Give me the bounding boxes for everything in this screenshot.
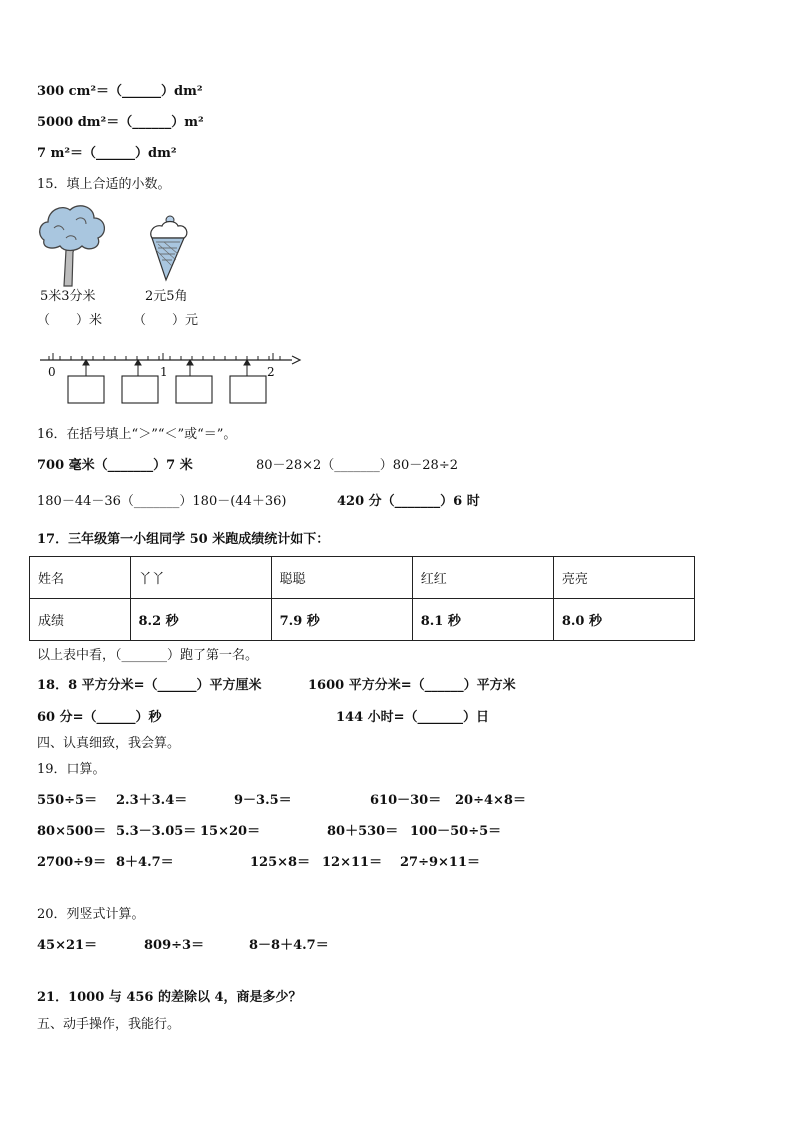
q20-title: 20．列竖式计算。 <box>37 907 145 922</box>
score-cell: 8.2 秒 <box>130 599 271 641</box>
ice-cream-blank: （ ）元 <box>133 313 199 328</box>
header-cell: 聪聪 <box>271 557 412 599</box>
tree-blank: （ ）米 <box>37 313 103 328</box>
tree-icon <box>36 200 108 288</box>
q20-item: 45×21＝ <box>37 938 98 953</box>
q19-item: 9－3.5＝ <box>234 793 292 808</box>
q16-title: 16．在括号填上“＞”“＜”或“＝”。 <box>37 427 237 442</box>
q14-line-2: 5000 dm²＝（______）m² <box>37 115 204 130</box>
q19-title: 19．口算。 <box>37 762 106 777</box>
score-cell: 成绩 <box>30 599 131 641</box>
q19-item: 80＋530＝ <box>327 824 399 839</box>
ruler-label-2: 2 <box>267 365 275 379</box>
q20-item: 8－8＋4.7＝ <box>249 938 329 953</box>
q17-followup: 以上表中看，（_______）跑了第一名。 <box>37 648 259 663</box>
q18-line2-left: 60 分=（______）秒 <box>37 710 162 725</box>
q19-item: 2.3＋3.4＝ <box>116 793 188 808</box>
q16-row2-left: 180－44－36（_______）180－(44＋36) <box>37 494 287 509</box>
q14-line-1: 300 cm²＝（______）dm² <box>37 84 203 99</box>
header-cell: 亮亮 <box>553 557 694 599</box>
table-row <box>30 557 695 599</box>
q19-item: 550÷5＝ <box>37 793 98 808</box>
score-cell: 8.1 秒 <box>412 599 553 641</box>
ruler-ticks <box>49 353 280 360</box>
q19-item: 15×20＝ <box>200 824 261 839</box>
ice-cream-icon <box>146 214 190 284</box>
ruler-label-0: 0 <box>48 365 56 379</box>
score-table <box>29 556 695 641</box>
q19-item: 610－30＝ <box>370 793 442 808</box>
table-row <box>30 599 695 641</box>
q19-item: 125×8＝ <box>250 855 311 870</box>
header-cell: 红红 <box>412 557 553 599</box>
q18-line2-right: 144 小时=（_______）日 <box>336 710 490 725</box>
q17-title: 17．三年级第一小组同学 50 米跑成绩统计如下： <box>37 532 330 547</box>
tree-label: 5米3分米 <box>40 289 96 304</box>
section-5-heading: 五、动手操作，我能行。 <box>37 1017 181 1032</box>
score-cell: 8.0 秒 <box>553 599 694 641</box>
q19-item: 20÷4×8＝ <box>455 793 526 808</box>
number-line <box>36 348 302 408</box>
q16-row1-right: 80－28×2（_______）80－28÷2 <box>256 458 458 473</box>
section-4-heading: 四、认真细致，我会算。 <box>37 736 181 751</box>
q16-row2-right: 420 分（_______）6 时 <box>337 494 480 509</box>
q20-item: 809÷3＝ <box>144 938 205 953</box>
q18-line1-left: 18．8 平方分米=（______）平方厘米 <box>37 678 262 693</box>
header-cell: 丫丫 <box>130 557 271 599</box>
answer-boxes <box>68 376 266 403</box>
q14-line-3: 7 m²＝（______）dm² <box>37 146 177 161</box>
header-cell: 姓名 <box>30 557 131 599</box>
ruler-label-1: 1 <box>160 365 168 379</box>
q19-item: 5.3－3.05＝ <box>116 824 197 839</box>
q19-item: 12×11＝ <box>322 855 383 870</box>
q19-item: 80×500＝ <box>37 824 107 839</box>
q19-item: 27÷9×11＝ <box>400 855 481 870</box>
q19-item: 8＋4.7＝ <box>116 855 174 870</box>
q16-row1-left: 700 毫米（_______）7 米 <box>37 458 193 473</box>
q19-item: 100－50÷5＝ <box>410 824 502 839</box>
q19-item: 2700÷9＝ <box>37 855 107 870</box>
q18-line1-right: 1600 平方分米=（______）平方米 <box>308 678 516 693</box>
ice-cream-label: 2元5角 <box>145 289 188 304</box>
q15-title: 15．填上合适的小数。 <box>37 177 171 192</box>
score-cell: 7.9 秒 <box>271 599 412 641</box>
q21-question: 21．1000 与 456 的差除以 4，商是多少？ <box>37 990 302 1005</box>
